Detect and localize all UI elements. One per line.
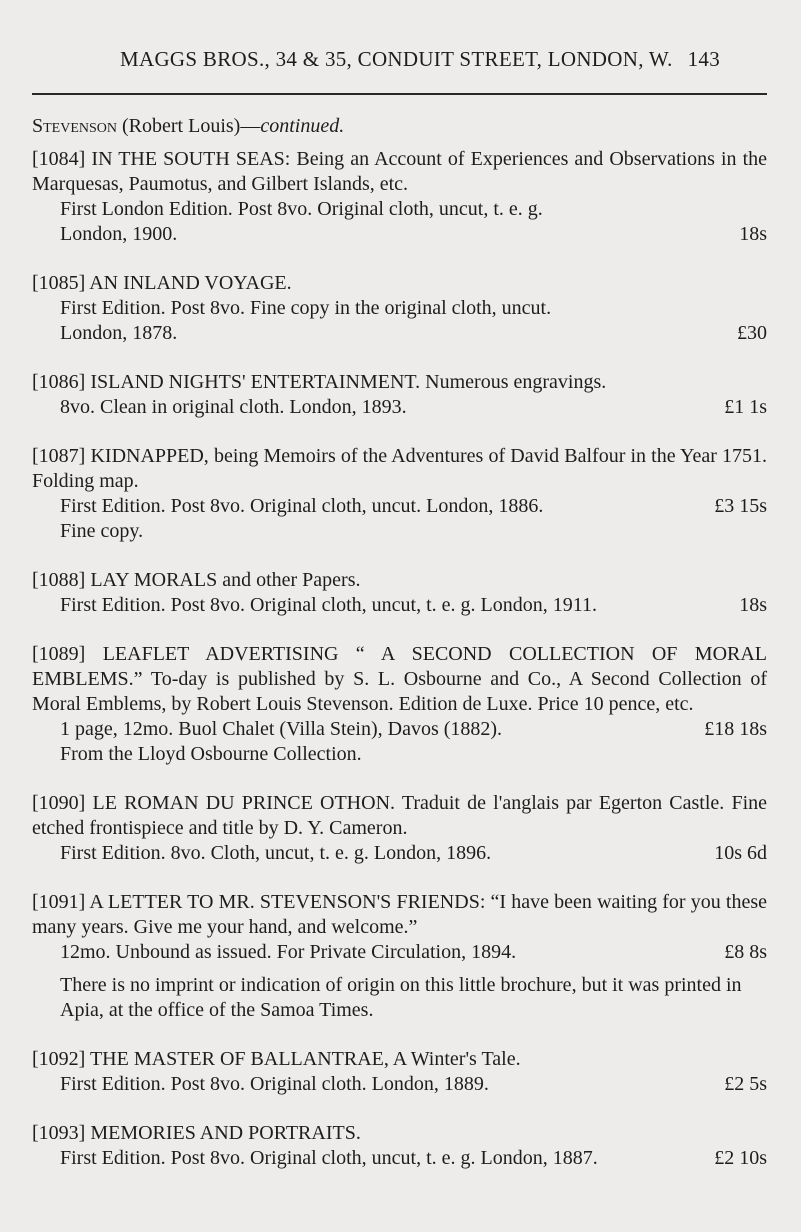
entry-detail-text: First Edition. Post 8vo. Original cloth. London, 1889.: [60, 1073, 489, 1095]
entry-price: 18s: [739, 223, 767, 245]
entry-detail-text: London, 1900.: [60, 223, 178, 245]
entry-title-text: MEMORIES AND PORTRAITS.: [90, 1122, 361, 1144]
entry-title-text: LEAFLET ADVERTISING “ A SECOND COLLECTION OF MORAL EMBLEMS.” To-day is published by S. L. Osbourne and Co., A Second Collection of Moral Emblems, by Robert Louis Stevenson. Edition de Luxe. Price 10 pence, etc.: [32, 643, 768, 715]
entry-detail-row: [32, 841, 767, 866]
entry-detail-text: London, 1878.: [60, 322, 178, 344]
entry-price: £2 10s: [714, 1147, 767, 1169]
header-rule: [32, 93, 767, 95]
entry-title-text: KIDNAPPED, being Memoirs of the Adventures of David Balfour in the Year 1751. Folding map.: [32, 445, 767, 492]
entry-title-text: ISLAND NIGHTS' ENTERTAINMENT. Numerous engravings.: [90, 371, 607, 393]
catalogue-entry: [32, 147, 767, 247]
entry-title-text: THE MASTER OF BALLANTRAE, A Winter's Tale.: [89, 1048, 521, 1070]
entry-title-text: LE ROMAN DU PRINCE OTHON. Traduit de l'anglais par Egerton Castle. Fine etched frontispiece and title by D. Y. Cameron.: [32, 792, 768, 839]
entry-detail-row: [32, 717, 767, 742]
entry-number: [1086]: [32, 371, 86, 393]
entry-detail-text: First Edition. Post 8vo. Original cloth, uncut, t. e. g. London, 1887.: [60, 1147, 598, 1169]
entry-title: [32, 271, 767, 296]
entry-detail-row: [32, 940, 767, 965]
entry-price: £2 5s: [724, 1073, 767, 1095]
entry-price: £30: [737, 322, 767, 344]
entry-detail-text: 12mo. Unbound as issued. For Private Circulation, 1894.: [60, 941, 517, 963]
author-heading: [32, 114, 767, 139]
entry-title-text: IN THE SOUTH SEAS: Being an Account of Experiences and Observations in the Marquesas, Paumotus, and Gilbert Islands, etc.: [32, 148, 768, 195]
entry-title-text: A LETTER TO MR. STEVENSON'S FRIENDS: “I have been waiting for you these many years. Give me your hand, and welcome.”: [32, 891, 768, 938]
entry-detail-text: First London Edition. Post 8vo. Original cloth, uncut, t. e. g.: [60, 198, 543, 220]
catalogue-entry: [32, 370, 767, 420]
entry-title: [32, 444, 767, 494]
entry-detail-text: 8vo. Clean in original cloth. London, 1893.: [60, 396, 407, 418]
entry-detail-row: [32, 395, 767, 420]
catalogue-entry: [32, 890, 767, 1023]
entry-title-text: AN INLAND VOYAGE.: [89, 272, 292, 294]
entry-title: [32, 890, 767, 940]
entry-price: £1 1s: [724, 396, 767, 418]
entry-detail-text: 1 page, 12mo. Buol Chalet (Villa Stein), Davos (1882).: [60, 718, 503, 740]
entry-detail-row: [32, 494, 767, 519]
entry-detail-row: [32, 222, 767, 247]
entry-detail-row: [32, 1072, 767, 1097]
entry-title: [32, 1121, 767, 1146]
entry-title: [32, 642, 767, 717]
page-number: 143: [687, 47, 720, 71]
entry-detail-row: [32, 321, 767, 346]
catalogue-entry: [32, 568, 767, 618]
entry-title: [32, 370, 767, 395]
entry-title-text: LAY MORALS and other Papers.: [90, 569, 361, 591]
entry-detail-text: First Edition. Post 8vo. Fine copy in the original cloth, uncut.: [60, 297, 552, 319]
catalogue-entry: [32, 642, 767, 767]
entry-title: [32, 568, 767, 593]
catalogue-entry: [32, 791, 767, 866]
entry-number: [1093]: [32, 1122, 86, 1144]
author-forenames: (Robert Louis)—: [122, 115, 261, 137]
entry-number: [1084]: [32, 148, 86, 170]
entry-detail-row: [32, 742, 767, 767]
entry-detail-text: First Edition. Post 8vo. Original cloth, uncut, t. e. g. London, 1911.: [60, 594, 598, 616]
entry-detail-row: [32, 519, 767, 544]
entry-price: 10s 6d: [714, 842, 767, 864]
entry-note: There is no imprint or indication of origin on this little brochure, but it was printed in Apia, at the office of the Samoa Times.: [60, 974, 742, 1021]
catalogue-entry: [32, 1047, 767, 1097]
entry-title: [32, 791, 767, 841]
entry-number: [1088]: [32, 569, 86, 591]
author-surname: Stevenson: [32, 115, 118, 137]
entry-price: £18 18s: [704, 718, 767, 740]
entry-title: [32, 147, 767, 197]
entry-detail-text: From the Lloyd Osbourne Collection.: [60, 743, 362, 765]
entry-number: [1092]: [32, 1048, 86, 1070]
catalogue-entry: [32, 1121, 767, 1171]
entry-number: [1085]: [32, 272, 86, 294]
entry-price: 18s: [739, 594, 767, 616]
header-publisher: MAGGS BROS., 34 & 35, CONDUIT STREET, LONDON, W.: [120, 47, 673, 71]
entry-number: [1091]: [32, 891, 86, 913]
entry-title: [32, 1047, 767, 1072]
entry-detail-text: First Edition. 8vo. Cloth, uncut, t. e. g. London, 1896.: [60, 842, 492, 864]
entry-detail-row: [32, 197, 767, 222]
entry-number: [1089]: [32, 643, 86, 665]
entry-detail-row: [32, 1146, 767, 1171]
entry-detail-text: First Edition. Post 8vo. Original cloth, uncut. London, 1886.: [60, 495, 544, 517]
entry-price: £8 8s: [724, 941, 767, 963]
entry-list: [32, 147, 767, 1171]
continued-label: continued.: [260, 115, 345, 137]
catalogue-entry: [32, 271, 767, 346]
entry-price: £3 15s: [714, 495, 767, 517]
running-header: [120, 47, 720, 72]
entry-number: [1090]: [32, 792, 86, 814]
entry-detail-row: [32, 593, 767, 618]
entry-number: [1087]: [32, 445, 86, 467]
catalogue-body: [32, 114, 767, 1195]
catalogue-entry: [32, 444, 767, 544]
entry-detail-text: Fine copy.: [60, 520, 144, 542]
entry-detail-row: [32, 296, 767, 321]
